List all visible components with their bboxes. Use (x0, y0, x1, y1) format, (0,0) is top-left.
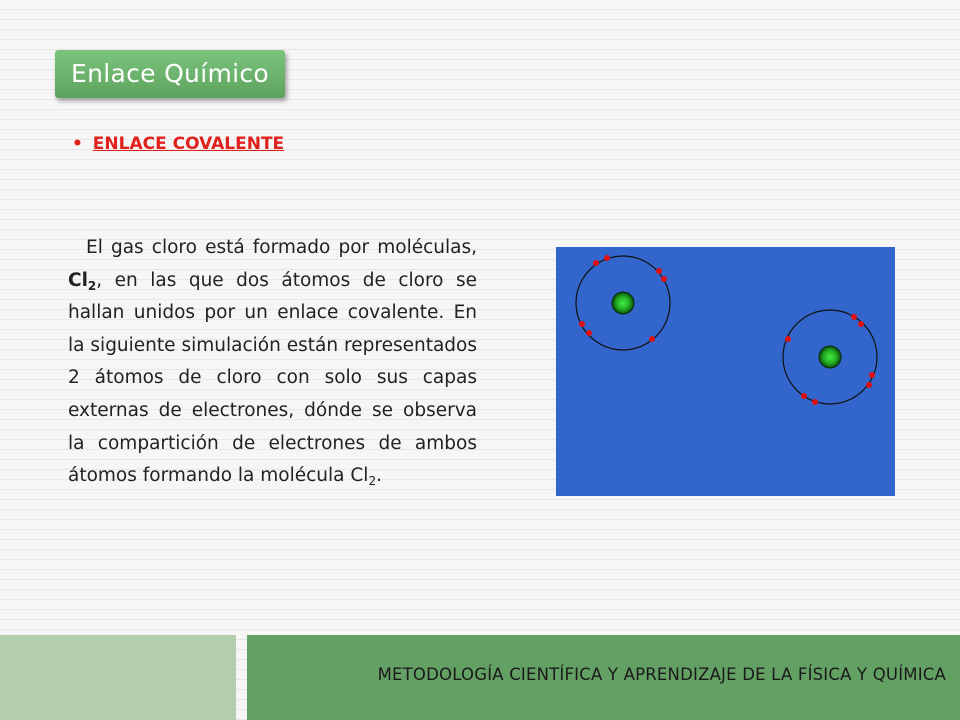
bullet-icon: • (72, 134, 83, 154)
paragraph-middle: , en las que dos átomos de cloro se hallan unidos por un enlace covalente. En la siguiente simulación están representados 2 átomos de cloro con solo sus capas externas de electrones, dónde se observa la compartición de electrones de ambos átomos formando la molécula (68, 269, 477, 487)
section-heading-text: ENLACE COVALENTE (92, 134, 285, 154)
electron (661, 276, 667, 282)
footer-accent-block (0, 635, 236, 720)
electron (785, 336, 791, 342)
electron (851, 314, 857, 320)
paragraph-end: . (376, 465, 382, 487)
nucleus (612, 292, 634, 314)
chlorine-atom-2 (783, 310, 877, 405)
electron (656, 268, 662, 274)
chlorine-atom-1 (576, 255, 670, 350)
electron (593, 260, 599, 266)
nucleus (819, 346, 841, 368)
paragraph-intro: El gas cloro está formado por moléculas, (86, 237, 477, 258)
electron (586, 330, 592, 336)
slide-title: Enlace Químico (55, 50, 285, 98)
formula-cl2: $Cl_2$ (350, 465, 377, 489)
electron (604, 255, 610, 261)
electron (649, 336, 655, 342)
electron (801, 393, 807, 399)
footer-text: METODOLOGÍA CIENTÍFICA Y APRENDIZAJE DE LA FÍSICA Y QUÍMICA (377, 665, 946, 684)
body-paragraph (68, 232, 477, 493)
electron (579, 321, 585, 327)
simulation-canvas (556, 247, 895, 496)
footer-bar (247, 635, 960, 720)
electron (812, 399, 818, 405)
section-heading (72, 134, 284, 154)
electron (858, 321, 864, 327)
formula-cl2-bold: $Cl_2$ (68, 269, 97, 293)
electron (869, 372, 875, 378)
electron (866, 382, 872, 388)
chlorine-simulation[interactable] (556, 247, 895, 496)
